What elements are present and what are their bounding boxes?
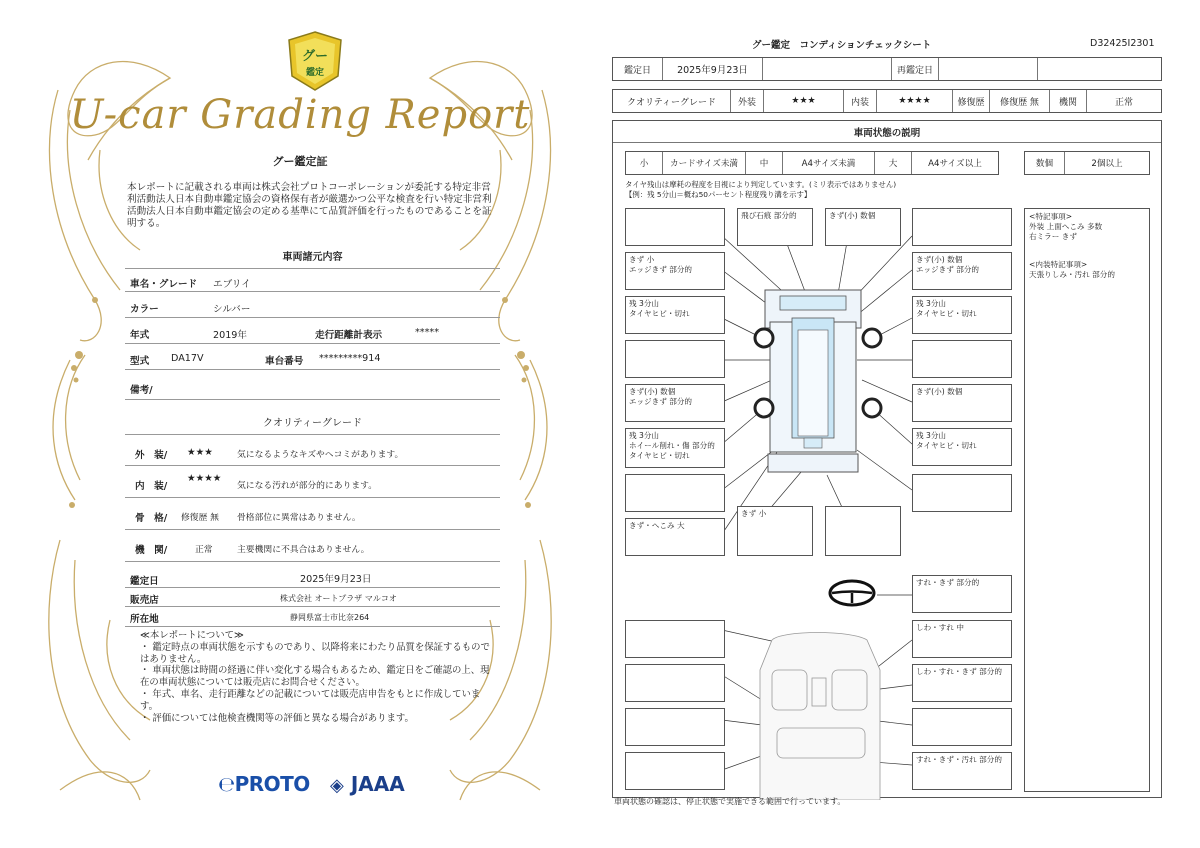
svg-text:鑑定: 鑑定 (305, 68, 325, 78)
engine-value: 正常 (195, 545, 213, 555)
chassis-label: 車台番号 (265, 356, 304, 367)
sheet-title: グー鑑定 コンディションチェックシート (752, 40, 932, 51)
damage-box (825, 506, 901, 556)
mileage-value: ***** (415, 327, 439, 338)
dealer-table (125, 566, 500, 626)
damage-box: 飛び石痕 部分的 (737, 208, 813, 246)
svg-text:グー: グー (301, 49, 329, 64)
frame-value: 修復歴 無 (181, 513, 219, 523)
quality-heading: クオリティーグレード (263, 418, 362, 429)
damage-box (625, 620, 725, 658)
name-label: 車名・グレード (130, 279, 198, 290)
damage-box: すれ・きず・汚れ 部分的 (912, 752, 1012, 790)
damage-box: きず・へこみ 大 (625, 518, 725, 556)
damage-box: 残 3分山 ホイール削れ・傷 部分的 タイヤヒビ・切れ (625, 428, 725, 468)
quality-row (612, 89, 1162, 113)
dealer-label: 販売店 (130, 595, 159, 606)
damage-box: しわ・すれ 中 (912, 620, 1012, 658)
frame-desc: 骨格部位に異常はありません。 (237, 513, 361, 523)
dealer-value: 株式会社 オートプラザ マルコオ (280, 594, 397, 603)
exterior-label: 外 装/ (135, 450, 168, 461)
color-value: シルバー (213, 304, 251, 315)
model-value: DA17V (171, 353, 204, 364)
tire-note-2: 【例：残 5分山＝概ね50パーセント程度残り溝を示す】 (625, 190, 812, 199)
engine-label: 機 関/ (135, 545, 168, 556)
address-value: 静岡県富士市比奈264 (290, 613, 370, 622)
interior-desc: 気になる汚れが部分的にあります。 (237, 481, 378, 491)
damage-box: きず 小 エッジきず 部分的 (625, 252, 725, 290)
goo-kantei-badge (286, 30, 344, 92)
notice-item: ・ 鑑定時点の車両状態を示すものであり、以降将来にわたり品質を保証するものではありません。 (140, 641, 490, 665)
size-legend: 小 カードサイズ未満 中 A4サイズ未満 大 A4サイズ以上 (625, 151, 999, 175)
damage-box: きず(小) 数個 (912, 384, 1012, 422)
year-label: 年式 (130, 330, 150, 341)
jaaa-logo: ◈ JAAA (330, 772, 405, 796)
count-legend: 数個 2個以上 (1024, 151, 1150, 175)
date-label: 鑑定日 (613, 58, 663, 80)
ext-stars: ★★★ (764, 90, 844, 112)
certificate-text: 本レポートに記載される車両は株式会社プロトコーポレーションが委託する特定非営利活動法人日本自動車鑑定協会の資格保有者が厳選かつ公平な検査を行い特定非営利活動法人日本自動車鑑定協会の定める基準にて品質評価を行ったものであることを証明する。 (127, 182, 492, 229)
name-value: エブリイ (213, 279, 251, 290)
color-label: カラー (130, 304, 159, 315)
exterior-desc: 気になるようなキズやヘコミがあります。 (237, 450, 404, 460)
mileage-label: 走行距離計表示 (315, 330, 383, 341)
damage-box: 残 3分山 タイヤヒビ・切れ (912, 428, 1012, 466)
int-stars: ★★★★ (877, 90, 953, 112)
exterior-stars: ★★★ (187, 447, 213, 458)
qg-label: クオリティーグレード (613, 90, 731, 112)
interior-stars: ★★★★ (187, 473, 222, 484)
repair-label: 修復歴 (953, 90, 990, 112)
damage-box (912, 208, 1012, 246)
spec-heading: 車両諸元内容 (282, 252, 343, 263)
damage-box (912, 708, 1012, 746)
notice-item: ・ 車両状態は時間の経過に伴い変化する場合もあるため、鑑定日をご確認の上、現在の車両状態については販売店にお問合せください。 (140, 665, 490, 689)
engine-value: 正常 (1114, 97, 1133, 108)
sheet-id: D32425I2301 (1090, 38, 1155, 49)
damage-box: しわ・すれ・きず 部分的 (912, 664, 1012, 702)
section-title: 車両状態の説明 (613, 121, 1161, 143)
notes-box: <特記事項> 外装 上面へこみ 多数 右ミラー きず <内装特記事項> 天張りしみ・汚れ 部分的 (1024, 208, 1150, 792)
date-label: 鑑定日 (130, 576, 159, 587)
year-value: 2019年 (213, 330, 248, 341)
date-row (612, 57, 1162, 81)
interior-label: 内 装/ (135, 481, 168, 492)
report-notice (140, 630, 490, 724)
address-label: 所在地 (130, 614, 159, 625)
engine-desc: 主要機関に不具合はありません。 (237, 545, 370, 555)
damage-box: すれ・きず 部分的 (912, 575, 1012, 613)
notice-heading: ≪本レポートについて≫ (140, 630, 244, 641)
damage-box (625, 708, 725, 746)
notice-item: ・ 評価については他検査機関等の評価と異なる場合があります。 (140, 712, 414, 724)
damage-box (625, 664, 725, 702)
footer-note: 車両状態の確認は、停止状態で実施できる範囲で行っています。 (614, 797, 846, 806)
damage-box: きず(小) 数個 (825, 208, 901, 246)
int-label: 内装 (844, 90, 877, 112)
damage-box: 残 3分山 タイヤヒビ・切れ (625, 296, 725, 334)
damage-box: 残 3分山 タイヤヒビ・切れ (912, 296, 1012, 334)
tire-note-1: タイヤ残山は摩耗の程度を目視により判定しています。(ミリ表示ではありません) (625, 180, 897, 189)
damage-box: きず(小) 数個 エッジきず 部分的 (625, 384, 725, 422)
ext-label: 外装 (731, 90, 764, 112)
repair-value: 修復歴 無 (990, 90, 1050, 112)
damage-box (912, 474, 1012, 512)
damage-box (625, 474, 725, 512)
damage-box: きず(小) 数個 エッジきず 部分的 (912, 252, 1012, 290)
damage-box (912, 340, 1012, 378)
damage-box (625, 208, 725, 246)
damage-box: きず 小 (737, 506, 813, 556)
model-label: 型式 (130, 356, 150, 367)
proto-logo: ℮PROTO (218, 772, 310, 796)
engine-label: 機関 (1050, 90, 1087, 112)
remarks-label: 備考/ (130, 385, 153, 396)
chassis-value: *********914 (319, 353, 381, 364)
notice-item: ・ 年式、車名、走行距離などの記載については販売店申告をもとに作成しています。 (140, 688, 481, 712)
damage-box (625, 340, 725, 378)
redate-label: 再鑑定日 (891, 58, 939, 80)
date-value: 2025年9月23日 (300, 574, 372, 585)
damage-box (625, 752, 725, 790)
frame-label: 骨 格/ (135, 513, 168, 524)
report-title: U-car Grading Report (69, 92, 531, 138)
date-value: 2025年9月23日 (663, 58, 763, 80)
certificate-heading: グー鑑定証 (272, 155, 328, 168)
